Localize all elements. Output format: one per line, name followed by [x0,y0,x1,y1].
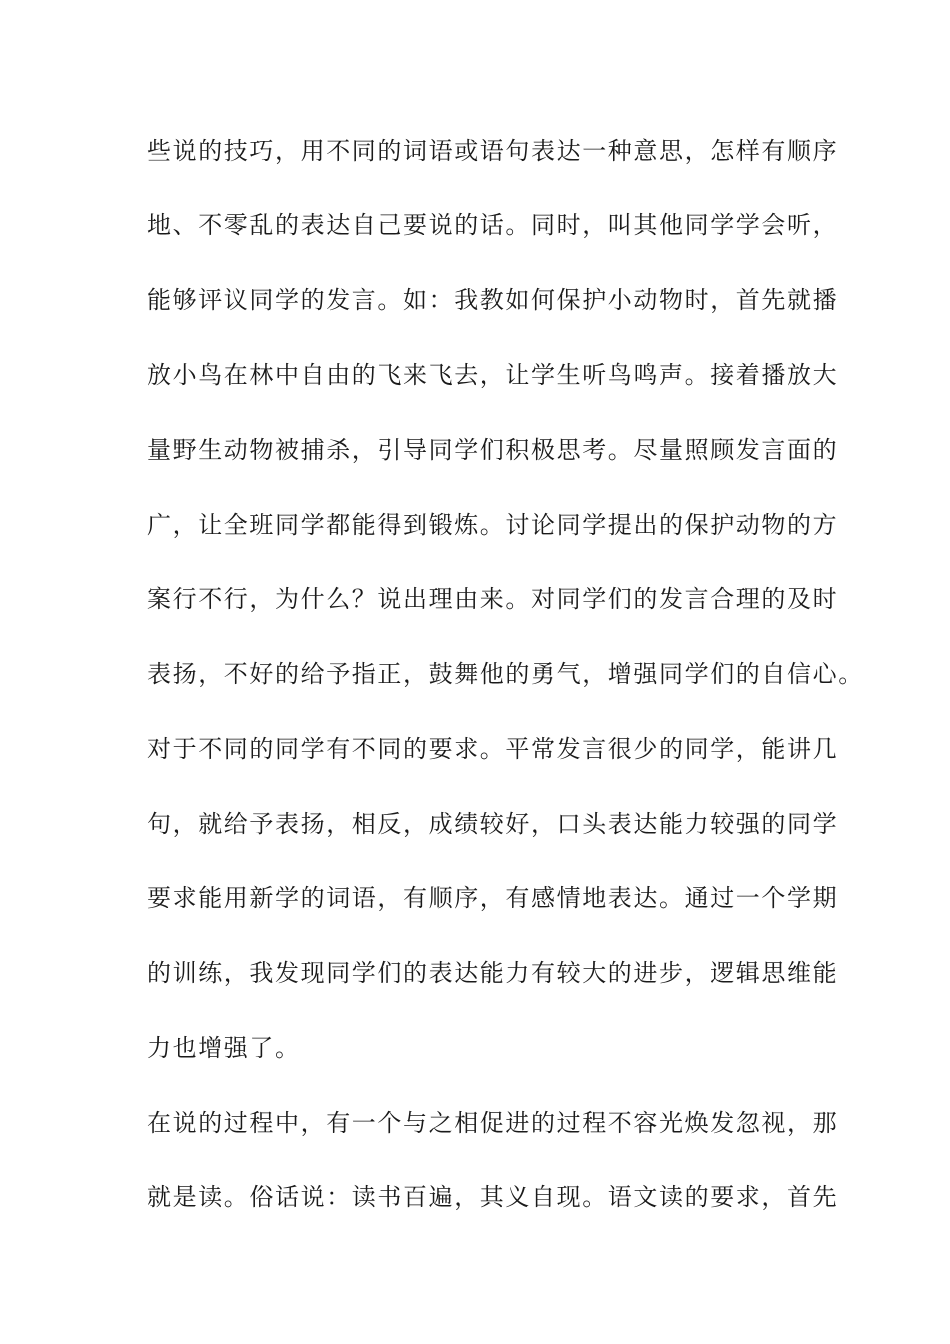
text-line-5: 量野生动物被捕杀，引导同学们积极思考。尽量照顾发言面的 [147,436,839,464]
text-line-9: 对于不同的同学有不同的要求。平常发言很少的同学，能讲几 [147,735,839,763]
text-line-4: 放小鸟在林中自由的飞来飞去，让学生听鸟鸣声。接着播放大 [147,361,839,389]
text-line-8: 表扬，不好的给予指正，鼓舞他的勇气，增强同学们的自信心。 [147,660,864,688]
text-line-10: 句，就给予表扬，相反，成绩较好，口头表达能力较强的同学 [147,810,839,838]
text-line-12: 的训练，我发现同学们的表达能力有较大的进步，逻辑思维能 [147,959,839,987]
text-line-14: 在说的过程中，有一个与之相促进的过程不容光焕发忽视，那 [147,1109,839,1137]
text-line-6: 广，让全班同学都能得到锻炼。讨论同学提出的保护动物的方 [147,511,839,539]
text-line-13: 力也增强了。 [147,1034,301,1062]
text-line-1: 些说的技巧，用不同的词语或语句表达一种意思，怎样有顺序 [147,137,839,165]
text-line-11: 要求能用新学的词语，有顺序，有感情地表达。通过一个学期 [147,884,839,912]
text-line-2: 地、不零乱的表达自己要说的话。同时，叫其他同学学会听， [147,211,839,239]
text-line-3: 能够评议同学的发言。如：我教如何保护小动物时，首先就播 [147,286,839,314]
text-line-15: 就是读。俗话说：读书百遍，其义自现。语文读的要求，首先 [147,1183,839,1211]
text-line-7: 案行不行，为什么？说出理由来。对同学们的发言合理的及时 [147,585,839,613]
